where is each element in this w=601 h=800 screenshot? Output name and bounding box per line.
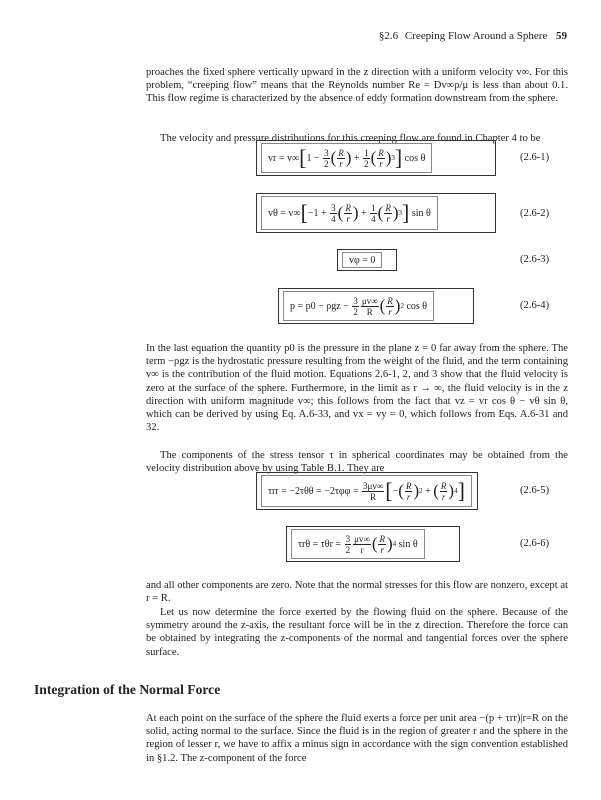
eq5-frac-den: R — [370, 491, 377, 502]
equation-2-6-1: vr = v∞ [ 1 − $\frac{3}{2}$ ( $\frac{R}{r}$ ) + $\frac{1}{2}$ ( $\frac{R}{r}$ ) 3 ] cos θ — [256, 140, 496, 176]
eq1-lhs: vr = v∞ — [268, 152, 300, 164]
equation-number-2-6-1: (2.6-1) — [520, 152, 550, 163]
eq1-coef1-den: 2 — [324, 158, 329, 169]
eq1-term: 1 − — [306, 152, 320, 164]
equation-number-2-6-3: (2.6-3) — [520, 254, 550, 265]
eq6-frac-num: μv∞ — [354, 533, 370, 544]
eq2-trig: sin θ — [411, 207, 431, 219]
section-heading: Integration of the Normal Force — [34, 682, 221, 697]
eq2-coef2-den: 4 — [371, 213, 376, 224]
paragraph-normal-force: At each point on the surface of the sphere the fluid exerts a force per unit area −(p + τrr)|r=R on the solid, acting normal to the surface. Since the fluid is in the region of greater r and the sphere in the region of lesser r, we have to affix a minus sign in accordance with the sign convention established in §1.2. The z-component of the force — [146, 713, 568, 764]
eq2-lhs: vθ = v∞ — [268, 207, 301, 219]
paragraph-force-intro: Let us now determine the force exerted by the flowing fluid on the sphere. Because of the symmetry around the z-axis, the resultant force will be in the z direction. Therefore the force can be obtained by integrating the z-components of the normal and tangential forces over the sphere surface. — [146, 607, 568, 658]
page-number: 59 — [556, 30, 567, 42]
eq6-coef-num: 3 — [345, 533, 351, 544]
paragraph-intro: proaches the fixed sphere vertically upward in the z direction with a uniform velocity v∞. For this problem, “creeping flow” means that the Reynolds number Re = Dv∞ρ/μ is less than about 0.1. This flow regime is characterized by the absence of eddy formation downstream from the sphere. — [146, 67, 568, 105]
eq1-coef2-num: 1 — [364, 147, 369, 158]
eq1-coef1-num: 3 — [324, 147, 329, 158]
eq2-coef1-num: 3 — [331, 202, 336, 213]
equation-number-2-6-6: (2.6-6) — [520, 538, 550, 549]
eq4-frac-den: R — [366, 306, 373, 317]
paragraph-stress-intro: The components of the stress tensor τ in spherical coordinates may be obtained from the velocity distribution above by using Table B.1. They are — [146, 450, 568, 475]
section-number: §2.6 — [378, 30, 399, 42]
eq4-frac-num: μv∞ — [361, 295, 378, 306]
eq2-coef2-num: 1 — [371, 202, 376, 213]
eq1-coef2-den: 2 — [364, 158, 369, 169]
section-title: Creeping Flow Around a Sphere — [404, 30, 548, 42]
eq6-trig: sin θ — [398, 538, 418, 550]
paragraph-components-zero: and all other components are zero. Note that the normal stresses for this flow are nonzero, except at r = R. — [146, 580, 568, 605]
equation-2-6-6: τrθ = τθr = $\frac{3}{2}$ $\frac{\mu v\infty}{r}$ ( $\frac{R}{r}$ ) 4 sin θ — [286, 526, 460, 562]
eq5-lhs: τrr = −2τθθ = −2τφφ = — [268, 485, 359, 497]
equation-2-6-5: τrr = −2τθθ = −2τφφ = $\frac{3\mu v\infty}{R}$ [ − ( $\frac{R}{r}$ ) 2 + ( $\frac{R}{r}$ ) 4 ] — [256, 472, 478, 510]
running-header — [0, 30, 567, 42]
eq2-coef1-den: 4 — [331, 213, 336, 224]
equation-number-2-6-5: (2.6-5) — [520, 485, 550, 496]
eq2-term: −1 + — [307, 207, 327, 219]
eq5-frac-num: 3μv∞ — [363, 480, 384, 491]
equation-2-6-2: vθ = v∞ [ −1 + $\frac{3}{4}$ ( $\frac{R}{r}$ ) + $\frac{1}{4}$ ( $\frac{R}{r}$ ) 3 ] sin θ — [256, 193, 496, 233]
equation-2-6-3 — [337, 249, 397, 271]
eq4-coef-num: 3 — [353, 295, 358, 306]
eq6-coef-den: 2 — [345, 544, 351, 555]
eq3-text: vφ = 0 — [349, 254, 376, 266]
eq4-trig: cos θ — [406, 300, 428, 312]
equation-number-2-6-4: (2.6-4) — [520, 300, 550, 311]
paragraph-velocity-intro: The velocity and pressure distributions for this creeping flow are found in Chapter 4 to be — [160, 133, 541, 144]
equation-2-6-4: p = p0 − ρgz − $\frac{3}{2}$ $\frac{\mu v\infty}{R}$ ( $\frac{R}{r}$ ) 2 cos θ — [278, 288, 474, 324]
paragraph-pressure-discussion: In the last equation the quantity p0 is the pressure in the plane z = 0 far away from the sphere. The term −ρgz is the hydrostatic pressure resulting from the weight of the fluid, and the term containing v∞ is the contribution of the fluid motion. Equations 2.6-1, 2, and 3 show that the fluid velocity is zero at the surface of the sphere. Furthermore, in the limit as r → ∞, the fluid velocity is in the z direction with uniform magnitude v∞; this follows from the fact that vz = vr cos θ − vθ sin θ, which can be derived by using Eq. A.6-33, and vx = vy = 0, which follows from Eqs. A.6-31 and 32. — [146, 343, 568, 434]
eq1-trig: cos θ — [404, 152, 426, 164]
equation-number-2-6-2: (2.6-2) — [520, 208, 550, 219]
eq6-lhs: τrθ = τθr = — [298, 538, 342, 550]
eq4-lhs: p = p0 − ρgz − — [290, 300, 349, 312]
eq6-frac-den: r — [360, 544, 364, 555]
eq4-coef-den: 2 — [353, 306, 358, 317]
